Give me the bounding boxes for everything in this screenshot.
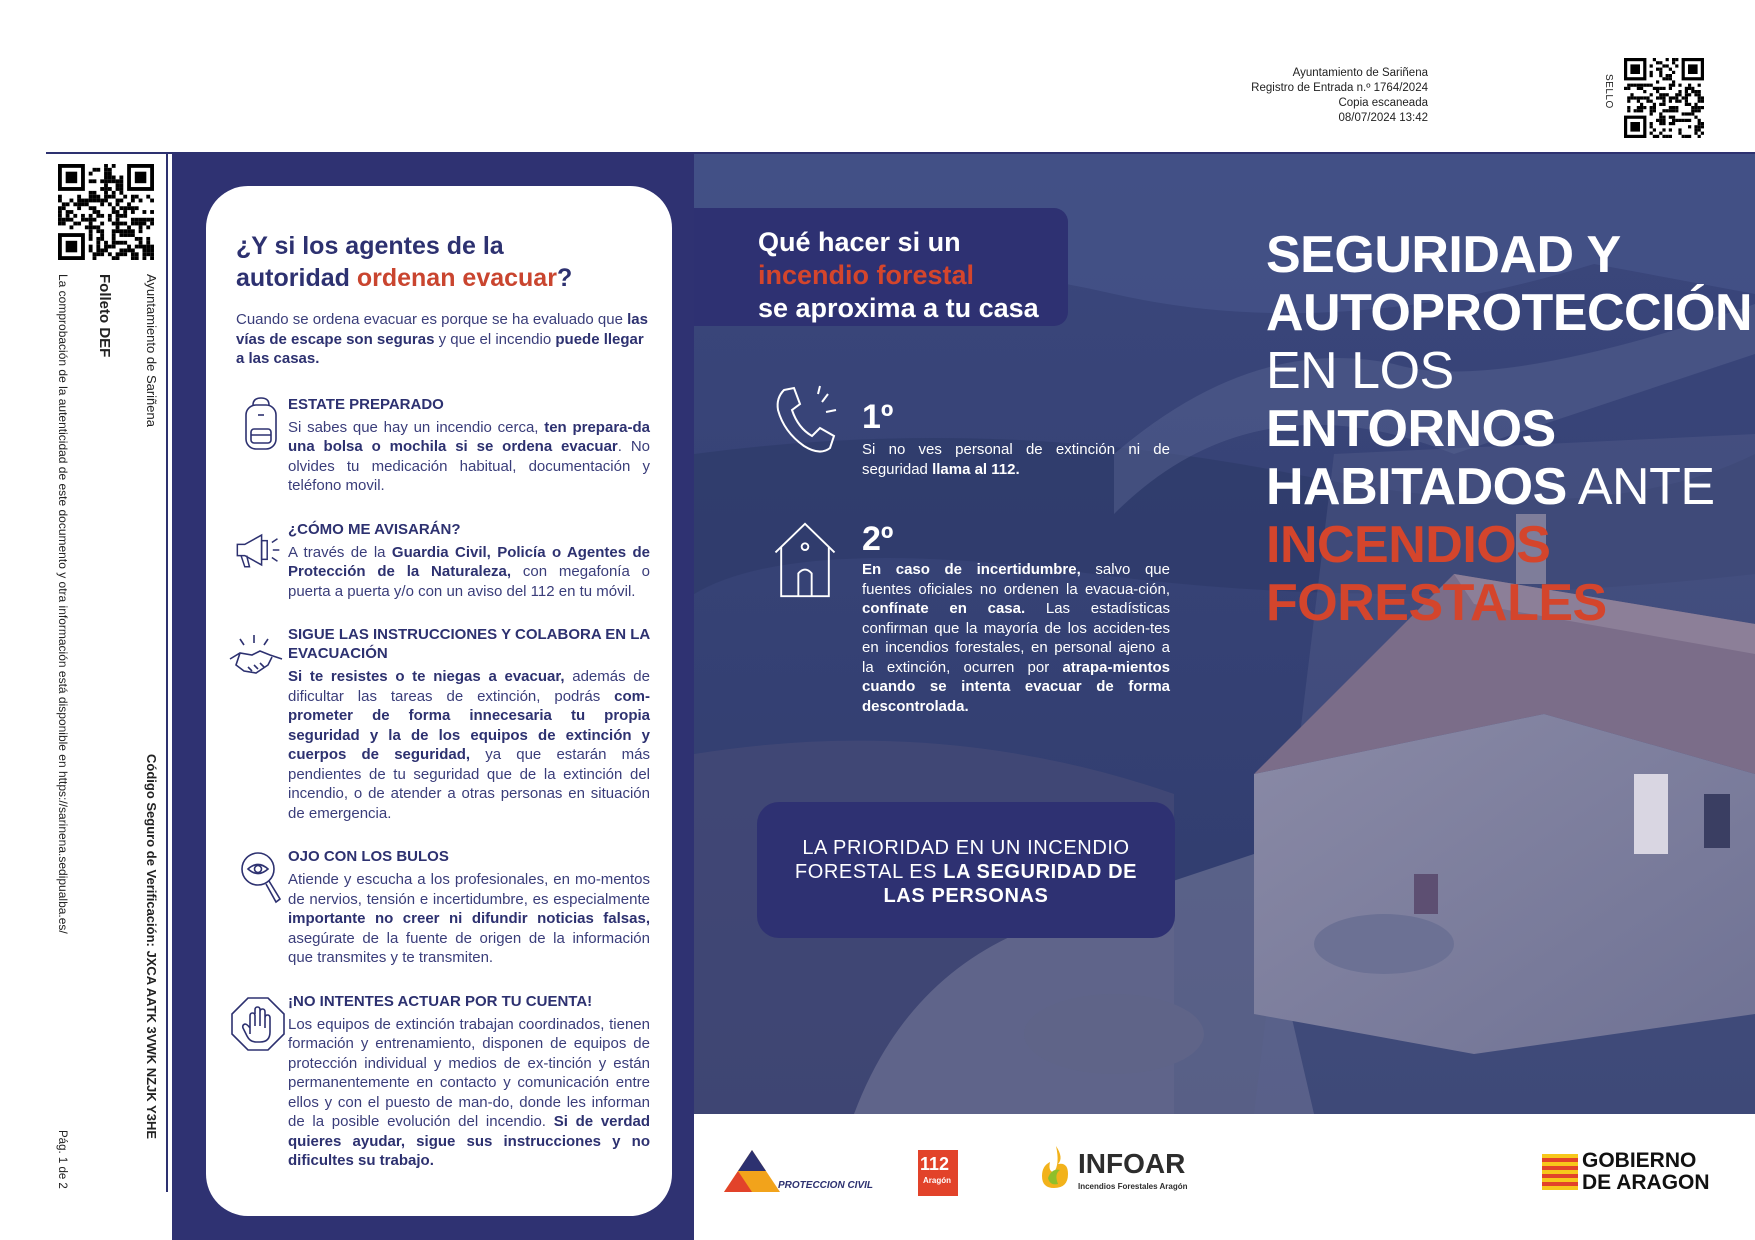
stamp-line: Copia escaneada bbox=[1338, 97, 1428, 109]
step-text: En caso de incertidumbre, salvo que fuentes oficiales no ordenen la evacua-ción, confínate en casa. Las estadísticas confirman que la mayoría de los acciden-tes en incendios forestales, en personal ajeno a la extinción, ocurren por atrapa-mientos cuando se intenta evacuar de forma descontrolada. bbox=[862, 561, 1170, 715]
callout-highlight: incendio forestal bbox=[758, 260, 975, 290]
stamp-text bbox=[1251, 66, 1428, 126]
tip-item bbox=[236, 520, 650, 602]
step-number: 2º bbox=[862, 520, 894, 558]
flame-icon bbox=[1038, 1144, 1074, 1190]
tip-body: A través de la Guardia Civil, Policía o Agentes de Protección de la Naturaleza, con megafonía o puerta a puerta y/o con un aviso del 112 en tu móvil. bbox=[288, 543, 650, 600]
tip-title: SIGUE LAS INSTRUCCIONES Y COLABORA EN LA EVACUACIÓN bbox=[288, 626, 650, 662]
margin-rule bbox=[166, 152, 168, 1192]
tip-body: Los equipos de extinción trabajan coordinados, tienen formación y entrenamiento, disponen de equipos de protección individual y medios de ex-tinción y están permanentemente en contacto y comunicación entre ellos y con el puesto de man-do, donde les informan de la posible evolución del incendio. Si de verdad quieres ayudar, sigue sus instrucciones y no dificultes su trabajo. bbox=[288, 1015, 651, 1169]
qr-code-icon[interactable] bbox=[58, 164, 154, 260]
page-title: SEGURIDAD Y AUTOPROTECCIÓN EN LOS ENTORNOS HABITADOS ANTE INCENDIOS FORESTALES bbox=[1266, 226, 1753, 632]
tip-item bbox=[236, 395, 650, 496]
stop-hand-icon bbox=[228, 992, 288, 1056]
margin-csv: Código Seguro de Verificación: JXCA AATK 3VWK NZJK Y3HE bbox=[144, 754, 159, 1140]
title-highlight: ordenan evacuar bbox=[356, 264, 557, 292]
gobierno-aragon-logo: GOBIERNO DE ARAGON bbox=[1542, 1148, 1712, 1198]
tip-body: Si sabes que hay un incendio cerca, ten prepara-da una bolsa o mochila si se ordena evacuar. No olvides tu medicación habitual, documentación y teléfono movil. bbox=[288, 418, 651, 494]
emergency-112-logo: 112 Aragón bbox=[918, 1150, 958, 1196]
proteccion-civil-logo: PROTECCION CIVIL bbox=[722, 1148, 842, 1198]
tip-body: Atiende y escucha a los profesionales, en mo-mentos de nervios, tensión e incertidumbre, es especialmente importante no creer ni difundir noticias falsas, asegúrate de la fuente de origen de la información que transmites y te transmiten. bbox=[288, 871, 650, 966]
logo-bar bbox=[694, 1114, 1755, 1240]
callout-question: Qué hacer si un incendio forestal se aproxima a tu casa bbox=[694, 208, 1068, 326]
tip-body: Si te resistes o te niegas a evacuar, además de dificultar las tareas de extinción, podrás com-prometer de forma innecesaria tu propia seguridad y la de los equipos de extinción y cuerpos de seguridad, ya que estarán más pendientes de tu seguridad que de la extinción del incendio, o de atender a otras personas en situación de emergencia. bbox=[288, 668, 650, 822]
stamp-line: Registro de Entrada n.º 1764/2024 bbox=[1251, 82, 1428, 94]
phone-icon bbox=[770, 384, 840, 464]
tip-item bbox=[236, 625, 650, 823]
margin-page-number: Pág. 1 de 2 bbox=[56, 1130, 68, 1189]
backpack-icon bbox=[236, 395, 286, 455]
aragon-flag-icon bbox=[1542, 1154, 1578, 1190]
evacuation-card bbox=[206, 186, 672, 1216]
house-icon bbox=[770, 520, 840, 600]
stamp-sello-label: SELLO bbox=[1603, 74, 1614, 109]
margin-issuer: Ayuntamiento de Sariñena bbox=[144, 274, 159, 427]
tip-item bbox=[236, 847, 650, 968]
magnifier-eye-icon bbox=[236, 847, 286, 907]
margin-doc-name: Folleto DEF bbox=[96, 274, 113, 358]
registry-stamp bbox=[1251, 66, 1614, 146]
step-number: 1º bbox=[862, 398, 894, 436]
tip-title: ¡NO INTENTES ACTUAR POR TU CUENTA! bbox=[288, 992, 593, 1010]
infoar-logo: INFOAR Incendios Forestales Aragón bbox=[1038, 1144, 1188, 1198]
stamp-line: 08/07/2024 13:42 bbox=[1338, 112, 1428, 124]
megaphone-icon bbox=[228, 520, 284, 580]
handshake-icon bbox=[226, 625, 286, 685]
qr-code-icon[interactable] bbox=[1624, 58, 1704, 138]
margin-verification-note[interactable]: La comprobación de la autenticidad de este documento y otra información está disponible en https://sarinena.sedipualba.es/ bbox=[56, 274, 70, 934]
triangle-logo-icon bbox=[722, 1148, 782, 1194]
evacuation-title: ¿Y si los agentes de la autoridad ordenan evacuar? bbox=[236, 232, 573, 292]
priority-banner: LA PRIORIDAD EN UN INCENDIO FORESTAL ES LA SEGURIDAD DE LAS PERSONAS bbox=[757, 802, 1175, 938]
tip-item bbox=[236, 992, 650, 1171]
tip-title: ESTATE PREPARADO bbox=[288, 395, 444, 413]
evacuation-panel bbox=[172, 154, 694, 1240]
step-text: Si no ves personal de extinción ni de seguridad llama al 112. bbox=[862, 441, 1170, 478]
tip-title: OJO CON LOS BULOS bbox=[288, 848, 449, 865]
stamp-line: Ayuntamiento de Sariñena bbox=[1292, 67, 1428, 79]
evacuation-intro: Cuando se ordena evacuar es porque se ha evaluado que las vías de escape son seguras y que el incendio puede llegar a las casas. bbox=[236, 311, 648, 367]
tip-title: ¿CÓMO ME AVISARÁN? bbox=[288, 520, 461, 538]
